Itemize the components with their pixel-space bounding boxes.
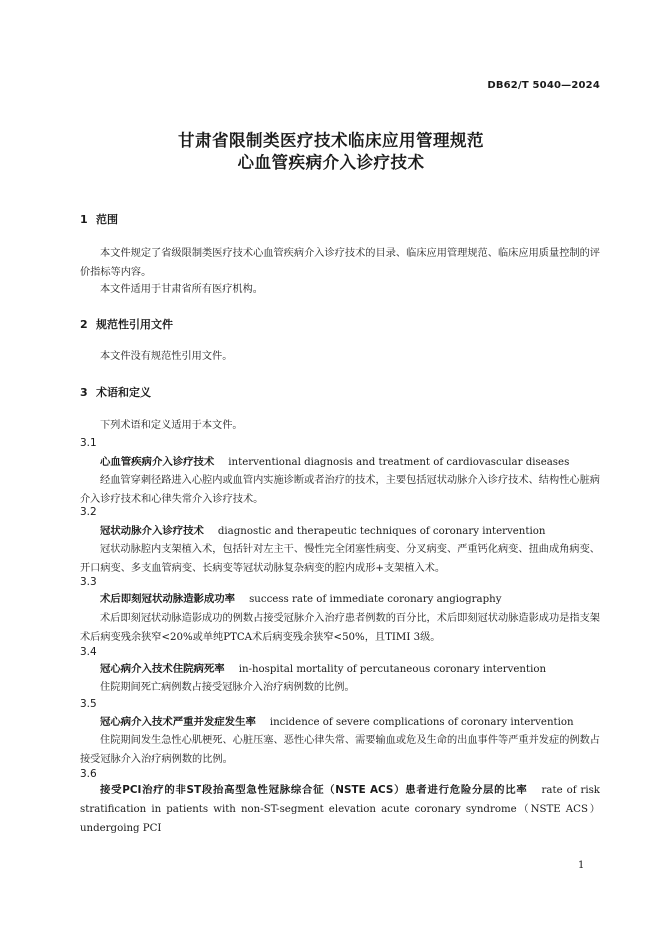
term-number: 3.3 [80,576,97,588]
term-english: interventional diagnosis and treatment of cardiovascular diseases [228,457,570,468]
term-number: 3.2 [80,506,97,518]
section-heading-normative-references [80,316,173,332]
term-title [80,781,600,838]
term-chinese: 冠心病介入技术严重并发症发生率 [100,716,256,728]
term-title [100,713,600,732]
term-title [100,522,600,541]
section-heading-terms [80,384,151,400]
page-number: 1 [578,860,585,871]
normative-references-paragraph: 本文件没有规范性引用文件。 [100,351,233,362]
term-english: incidence of severe complications of coronary intervention [269,717,574,728]
term-title [100,453,600,472]
section-heading-scope [80,211,118,227]
section-number: 2 [80,318,88,331]
term-english: in-hospital mortality of percutaneous coronary intervention [238,664,547,675]
section-title: 规范性引用文件 [96,318,173,331]
section-title: 范围 [96,213,118,226]
term-definition: 术后即刻冠状动脉造影成功的例数占接受冠脉介入治疗患者例数的百分比，术后即刻冠状动脉造影成功是指支架术后病变残余狭窄<20%或单纯PTCA术后病变残余狭窄<50%，且TIMI 3级。 [80,613,600,643]
term-chinese: 术后即刻冠状动脉造影成功率 [100,593,236,605]
terms-intro-paragraph: 下列术语和定义适用于本文件。 [100,420,243,431]
term-english: diagnostic and therapeutic techniques of coronary intervention [217,526,546,537]
term-english: rate of risk stratification in patients with non-ST-segment elevation acute coronary syndrome（NSTE ACS）undergoing PCI [80,785,600,834]
scope-paragraph: 本文件规定了省级限制类医疗技术心血管疾病介入诊疗技术的目录、临床应用管理规范、临床应用质量控制的评价指标等内容。 [80,248,600,278]
term-definition: 冠状动脉腔内支架植入术，包括针对左主干、慢性完全闭塞性病变、分叉病变、严重钙化病变、扭曲成角病变、开口病变、多支血管病变、长病变等冠状动脉复杂病变的腔内成形+支架植入术。 [80,544,600,574]
term-number: 3.1 [80,437,97,449]
term-definition: 住院期间死亡病例数占接受冠脉介入治疗病例数的比例。 [100,682,355,693]
term-title [100,660,600,679]
document-subtitle: 心血管疾病介入诊疗技术 [237,153,425,172]
term-definition: 住院期间发生急性心肌梗死、心脏压塞、恶性心律失常、需要输血或危及生命的出血事件等严重并发症的例数占接受冠脉介入治疗病例数的比例。 [80,735,600,765]
term-chinese: 冠心病介入技术住院病死率 [100,663,225,675]
term-title [100,590,600,609]
document-title: 甘肃省限制类医疗技术临床应用管理规范 [178,131,484,150]
term-chinese: 接受PCI治疗的非ST段抬高型急性冠脉综合征（NSTE ACS）患者进行危险分层的比率 [100,784,528,796]
term-definition: 经血管穿刺径路进入心腔内或血管内实施诊断或者治疗的技术，主要包括冠状动脉介入诊疗技术、结构性心脏病介入诊疗技术和心律失常介入诊疗技术。 [80,475,600,505]
term-number: 3.6 [80,768,97,780]
term-number: 3.5 [80,698,97,710]
document-code: DB62/T 5040—2024 [487,80,600,91]
term-number: 3.4 [80,646,97,658]
applicability-paragraph: 本文件适用于甘肃省所有医疗机构。 [100,284,263,295]
section-number: 3 [80,386,88,399]
section-title: 术语和定义 [96,386,151,399]
term-chinese: 心血管疾病介入诊疗技术 [100,456,215,468]
term-english: success rate of immediate coronary angiography [249,594,502,605]
section-number: 1 [80,213,88,226]
term-chinese: 冠状动脉介入诊疗技术 [100,525,204,537]
